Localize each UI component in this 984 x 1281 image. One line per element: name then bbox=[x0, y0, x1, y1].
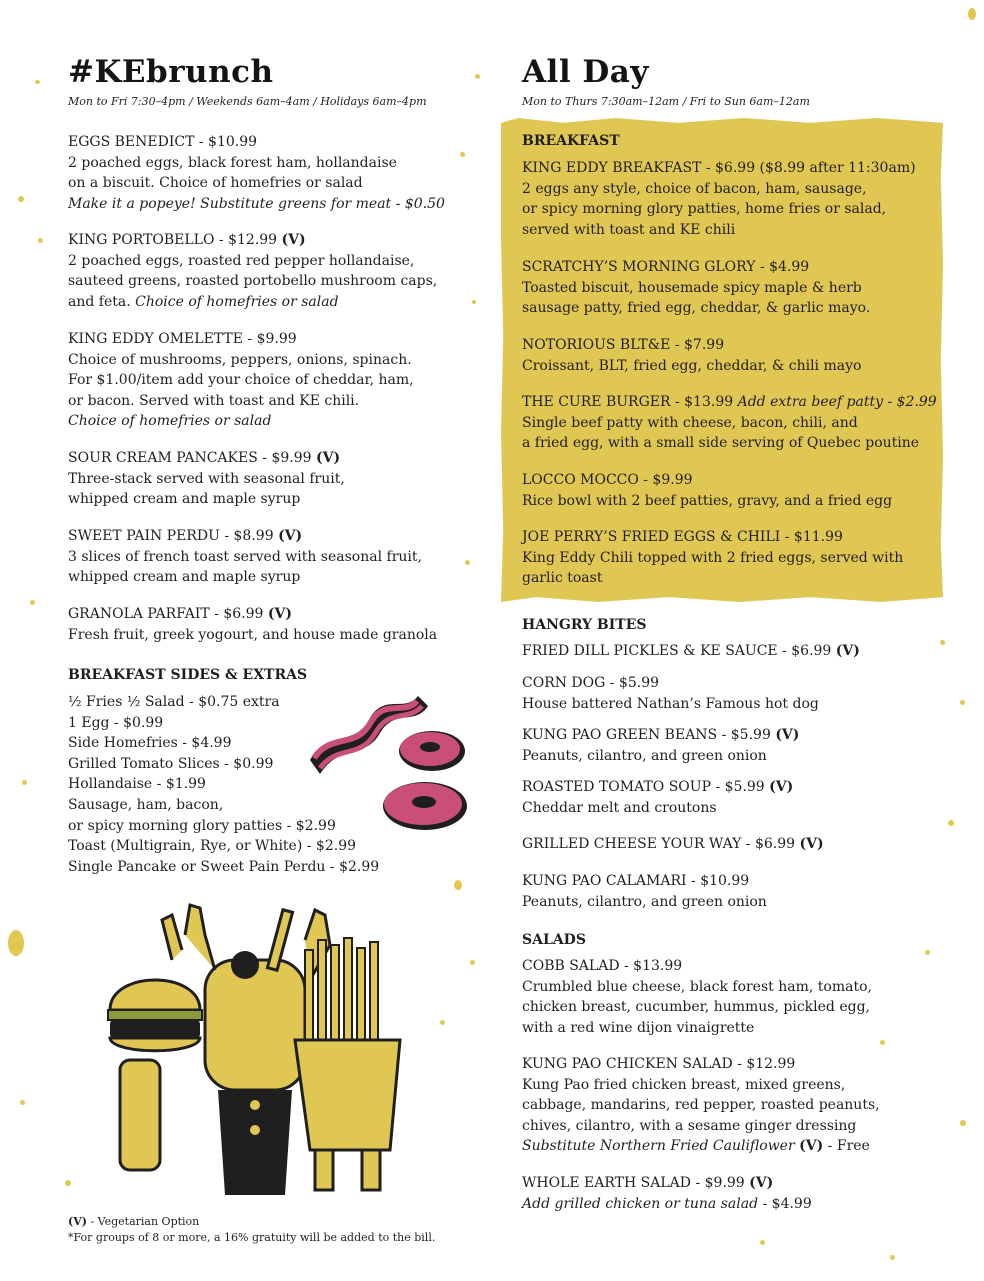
sides-title: BREAKFAST SIDES & EXTRAS bbox=[68, 667, 308, 683]
menu-item-granola-parfait bbox=[68, 604, 437, 645]
vegetarian-badge: (V) bbox=[799, 1138, 824, 1155]
vegetarian-badge: (V) bbox=[267, 606, 292, 622]
item-desc: Peanuts, cilantro, and green onion bbox=[522, 747, 767, 764]
side-item: Grilled Tomato Slices - $0.99 bbox=[68, 755, 274, 772]
item-desc: or bacon. Served with toast and KE chili. bbox=[68, 392, 360, 409]
side-item: Side Homefries - $4.99 bbox=[68, 735, 232, 752]
item-desc: cabbage, mandarins, red pepper, roasted peanuts, bbox=[522, 1097, 880, 1114]
item-desc: Toasted biscuit, housemade spicy maple & herb bbox=[522, 279, 862, 296]
allday-title: All Day bbox=[522, 54, 649, 90]
item-note: Substitute Northern Fried Cauliflower bbox=[522, 1138, 800, 1155]
item-note: Choice of homefries or salad bbox=[68, 413, 272, 430]
item-desc: Fresh fruit, greek yogourt, and house made granola bbox=[68, 626, 438, 643]
item-note: Add grilled chicken or tuna salad bbox=[522, 1195, 759, 1212]
menu-item-king-eddy-breakfast bbox=[522, 158, 916, 240]
brunch-hours: Mon to Fri 7:30–4pm / Weekends 6am–4am / Holidays 6am–4pm bbox=[68, 95, 427, 108]
bacon-eggs-illustration bbox=[300, 688, 475, 833]
menu-item-fried-dill-pickles bbox=[522, 641, 860, 662]
item-desc: on a biscuit. Choice of homefries or salad bbox=[68, 175, 363, 192]
hangry-bites-title: HANGRY BITES bbox=[522, 617, 647, 633]
item-name: ROASTED TOMATO SOUP - $5.99 bbox=[522, 779, 765, 795]
item-desc: - Free bbox=[823, 1138, 870, 1155]
burger-mascot-icon bbox=[108, 915, 202, 1170]
item-name: COBB SALAD - $13.99 bbox=[522, 958, 683, 974]
item-note: Choice of homefries or salad bbox=[135, 293, 339, 310]
item-desc: Three-stack served with seasonal fruit, bbox=[68, 470, 345, 487]
vegetarian-badge: (V) bbox=[281, 232, 306, 248]
item-desc: and feta. bbox=[68, 293, 136, 310]
item-desc: garlic toast bbox=[522, 570, 603, 587]
brunch-title: #KEbrunch bbox=[68, 54, 274, 90]
menu-item-king-eddy-omelette bbox=[68, 329, 414, 432]
menu-item-eggs-benedict bbox=[68, 132, 445, 214]
item-desc: Single beef patty with cheese, bacon, chili, and bbox=[522, 414, 858, 431]
menu-item-sour-cream-pancakes bbox=[68, 448, 345, 510]
item-name: NOTORIOUS BLT&E - $7.99 bbox=[522, 337, 725, 353]
vegetarian-badge: (V) bbox=[68, 1215, 87, 1228]
item-desc: Croissant, BLT, fried egg, cheddar, & chili mayo bbox=[522, 357, 862, 374]
item-desc: Peanuts, cilantro, and green onion bbox=[522, 893, 767, 910]
vegetarian-badge: (V) bbox=[775, 727, 800, 743]
menu-item-whole-earth-salad bbox=[522, 1173, 812, 1214]
item-name: KUNG PAO CHICKEN SALAD - $12.99 bbox=[522, 1056, 796, 1072]
menu-item-locco-mocco bbox=[522, 470, 892, 511]
item-desc: chicken breast, cucumber, hummus, pickled egg, bbox=[522, 999, 870, 1016]
mascots-illustration bbox=[100, 900, 420, 1195]
item-desc: King Eddy Chili topped with 2 fried eggs, served with bbox=[522, 549, 904, 566]
menu-item-joe-perrys-fried-eggs-chili bbox=[522, 527, 903, 589]
item-desc: 2 eggs any style, choice of bacon, ham, sausage, bbox=[522, 180, 867, 197]
item-name: KUNG PAO GREEN BEANS - $5.99 bbox=[522, 727, 771, 743]
menu-item-kung-pao-calamari bbox=[522, 871, 767, 912]
side-item: ½ Fries ½ Salad - $0.75 extra bbox=[68, 694, 280, 710]
item-desc: 2 poached eggs, black forest ham, hollandaise bbox=[68, 154, 397, 171]
menu-item-sweet-pain-perdu bbox=[68, 526, 422, 588]
item-name: JOE PERRY’S FRIED EGGS & CHILI - $11.99 bbox=[522, 529, 843, 545]
item-desc: sausage patty, fried egg, cheddar, & garlic mayo. bbox=[522, 300, 871, 317]
item-name: KING PORTOBELLO - $12.99 bbox=[68, 232, 278, 248]
item-name: KING EDDY OMELETTE - $9.99 bbox=[68, 331, 297, 347]
vegetarian-badge: (V) bbox=[769, 779, 794, 795]
item-name: KUNG PAO CALAMARI - $10.99 bbox=[522, 873, 750, 889]
item-desc: Choice of mushrooms, peppers, onions, spinach. bbox=[68, 351, 412, 368]
menu-item-king-portobello bbox=[68, 230, 437, 312]
item-desc: or spicy morning glory patties, home fries or salad, bbox=[522, 201, 887, 218]
menu-item-the-cure-burger bbox=[522, 392, 937, 454]
item-desc: Crumbled blue cheese, black forest ham, tomato, bbox=[522, 978, 872, 995]
item-desc: Kung Pao fried chicken breast, mixed greens, bbox=[522, 1076, 846, 1093]
sausage-patty-icon bbox=[383, 782, 467, 830]
side-item: Sausage, ham, bacon, bbox=[68, 796, 224, 813]
breakfast-title: BREAKFAST bbox=[522, 133, 620, 149]
item-desc: For $1.00/item add your choice of cheddar, ham, bbox=[68, 372, 414, 389]
item-name: SOUR CREAM PANCAKES - $9.99 bbox=[68, 450, 312, 466]
item-desc: served with toast and KE chili bbox=[522, 221, 736, 238]
gratuity-note: *For groups of 8 or more, a 16% gratuity will be added to the bill. bbox=[68, 1231, 436, 1244]
side-item: Single Pancake or Sweet Pain Perdu - $2.99 bbox=[68, 858, 380, 875]
item-name: LOCCO MOCCO - $9.99 bbox=[522, 472, 693, 488]
menu-item-scratchys-morning-glory bbox=[522, 257, 870, 319]
item-desc: Rice bowl with 2 beef patties, gravy, and a fried egg bbox=[522, 492, 893, 509]
vegetarian-badge: (V) bbox=[749, 1175, 774, 1191]
item-name: WHOLE EARTH SALAD - $9.99 bbox=[522, 1175, 745, 1191]
vegetarian-badge: (V) bbox=[315, 450, 341, 466]
menu-item-roasted-tomato-soup bbox=[522, 777, 793, 818]
item-note: Add extra beef patty - $2.99 bbox=[737, 394, 937, 410]
menu-item-cobb-salad bbox=[522, 956, 872, 1038]
vegetarian-legend: - Vegetarian Option bbox=[86, 1215, 200, 1228]
side-item: 1 Egg - $0.99 bbox=[68, 714, 164, 731]
item-desc: - $4.99 bbox=[758, 1195, 812, 1212]
item-desc: a fried egg, with a small side serving of Quebec poutine bbox=[522, 435, 920, 452]
item-name: GRILLED CHEESE YOUR WAY - $6.99 bbox=[522, 836, 796, 852]
salads-title: SALADS bbox=[522, 932, 586, 948]
footer-notes bbox=[68, 1214, 435, 1246]
side-item: or spicy morning glory patties - $2.99 bbox=[68, 817, 336, 834]
item-name: SWEET PAIN PERDU - $8.99 bbox=[68, 528, 274, 544]
menu-item-kung-pao-chicken-salad bbox=[522, 1054, 880, 1157]
item-desc: House battered Nathan’s Famous hot dog bbox=[522, 695, 819, 712]
menu-item-kung-pao-green-beans bbox=[522, 725, 799, 766]
menu-item-notorious-blte bbox=[522, 335, 861, 376]
item-name: THE CURE BURGER - $13.99 bbox=[522, 394, 738, 410]
vegetarian-badge: (V) bbox=[278, 528, 303, 544]
item-desc: 2 poached eggs, roasted red pepper hollandaise, bbox=[68, 252, 415, 269]
menu-item-grilled-cheese bbox=[522, 834, 824, 855]
item-desc: 3 slices of french toast served with seasonal fruit, bbox=[68, 548, 422, 565]
vegetarian-badge: (V) bbox=[835, 643, 860, 659]
item-note: Make it a popeye! Substitute greens for meat - $0.50 bbox=[68, 195, 445, 212]
item-desc: Cheddar melt and croutons bbox=[522, 799, 717, 816]
item-desc: whipped cream and maple syrup bbox=[68, 569, 301, 586]
vegetarian-badge: (V) bbox=[799, 836, 824, 852]
fries-mascot-icon bbox=[295, 938, 400, 1190]
item-name: EGGS BENEDICT - $10.99 bbox=[68, 134, 258, 150]
item-name: SCRATCHY’S MORNING GLORY - $4.99 bbox=[522, 259, 810, 275]
sausage-patty-icon bbox=[399, 731, 465, 771]
item-desc: chives, cilantro, with a sesame ginger dressing bbox=[522, 1117, 857, 1134]
menu-item-corn-dog bbox=[522, 673, 819, 714]
item-desc: with a red wine dijon vinaigrette bbox=[522, 1019, 755, 1036]
allday-hours: Mon to Thurs 7:30am–12am / Fri to Sun 6am–12am bbox=[522, 95, 810, 108]
item-name: CORN DOG - $5.99 bbox=[522, 675, 660, 691]
item-name: FRIED DILL PICKLES & KE SAUCE - $6.99 bbox=[522, 643, 832, 659]
item-name: GRANOLA PARFAIT - $6.99 bbox=[68, 606, 264, 622]
side-item: Toast (Multigrain, Rye, or White) - $2.99 bbox=[68, 838, 357, 855]
item-name: KING EDDY BREAKFAST - $6.99 ($8.99 after 11:30am) bbox=[522, 160, 916, 176]
item-desc: whipped cream and maple syrup bbox=[68, 491, 301, 508]
side-item: Hollandaise - $1.99 bbox=[68, 776, 206, 793]
item-desc: sauteed greens, roasted portobello mushroom caps, bbox=[68, 273, 438, 290]
